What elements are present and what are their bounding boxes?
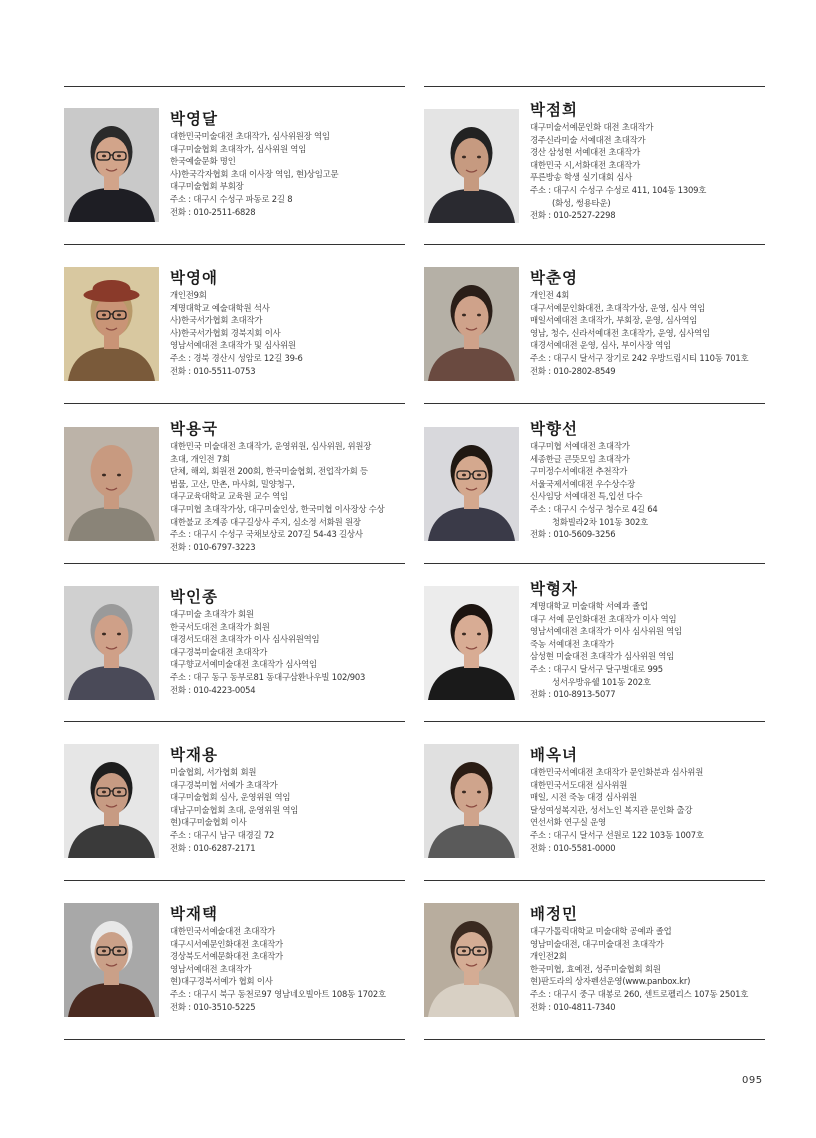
- artist-photo: [424, 586, 519, 700]
- detail-line: 범물, 고산, 만촌, 마사회, 밀양청구,: [170, 478, 295, 489]
- detail-line: 삼성현 미술대전 초대작가 심사위원 역임: [530, 651, 674, 662]
- detail-line: 성서우방유쉘 101동 202호: [552, 676, 651, 687]
- detail-line: 청화빌라2차 101동 302호: [552, 516, 649, 527]
- portrait-illustration: [64, 267, 159, 381]
- detail-line: 주소 : 대구시 달서구 장기로 242 우방드림시티 110동 701호: [530, 352, 749, 363]
- detail-line: 경산 삼성현 서예대전 초대작가: [530, 147, 640, 158]
- artist-details: [530, 766, 780, 854]
- detail-line: 현)대구경북서예가 협회 이사: [170, 976, 273, 987]
- detail-line: 개인전9회: [170, 290, 207, 300]
- portrait-illustration: [424, 267, 519, 381]
- detail-line: 죽농 서예대전 초대작가: [530, 638, 614, 649]
- detail-line: 한국서도대전 초대작가 회원: [170, 621, 270, 632]
- artist-name: 박재택: [170, 905, 218, 923]
- detail-line: 대구향교서예미술대전 초대작가 심사역임: [170, 659, 317, 670]
- artist-photo: [64, 744, 159, 858]
- artist-info: [170, 109, 420, 218]
- detail-line: 대한민국서도대전 심사위원: [530, 779, 628, 790]
- divider: [64, 563, 405, 564]
- divider: [424, 563, 765, 564]
- artist-details: [170, 440, 420, 553]
- divider: [424, 880, 765, 881]
- detail-line: 주소 : 대구시 남구 대경길 72: [170, 829, 275, 840]
- detail-line: 사)한국각자협회 초대 이사장 역임, 현)상임고문: [170, 168, 339, 179]
- detail-line: 영남서예대전 초대작가: [170, 963, 252, 974]
- detail-line: 대한민국서예술대전 초대작가: [170, 926, 276, 936]
- detail-line: 전화 : 010-3510-5225: [170, 1001, 256, 1012]
- portrait-illustration: [424, 586, 519, 700]
- artist-details: [530, 925, 780, 1013]
- artist-photo: [424, 109, 519, 223]
- detail-line: 영남서예대전 초대작가 및 심사위원: [170, 340, 296, 351]
- artist-info: [530, 419, 780, 541]
- artist-details: [530, 289, 780, 377]
- artist-name: 박영애: [170, 269, 218, 287]
- detail-line: 주소 : 대구시 북구 동천로97 영남네오빌아트 108동 1702호: [170, 988, 386, 999]
- divider: [64, 86, 405, 87]
- detail-line: 대구미술 초대작가 회원: [170, 609, 254, 619]
- portrait-illustration: [64, 903, 159, 1017]
- divider: [64, 1039, 405, 1040]
- artist-photo: [64, 586, 159, 700]
- detail-line: 푸른방송 학생 실기대회 심사: [530, 172, 633, 183]
- detail-line: 미술협회, 서가협회 회원: [170, 767, 257, 777]
- portrait-illustration: [424, 744, 519, 858]
- divider: [424, 1039, 765, 1040]
- detail-line: 사)한국서가협회 경북지회 이사: [170, 327, 281, 338]
- divider: [64, 721, 405, 722]
- detail-line: 대남구미술협회 초대, 운영위원 역임: [170, 804, 299, 815]
- divider: [424, 721, 765, 722]
- artist-name: 박춘영: [530, 269, 578, 287]
- detail-line: 달성여성복지관, 성서노인 복지관 문인화 출강: [530, 804, 693, 815]
- artist-photo: [424, 744, 519, 858]
- portrait-illustration: [64, 427, 159, 541]
- artist-info: [530, 268, 780, 377]
- artist-photo: [64, 108, 159, 222]
- artist-photo: [424, 903, 519, 1017]
- detail-line: 사)한국서가협회 초대작가: [170, 315, 263, 326]
- artist-info: [530, 100, 780, 222]
- artist-info: [170, 587, 420, 696]
- portrait-illustration: [64, 108, 159, 222]
- detail-line: 영남미술대전, 대구미술대전 초대작가: [530, 938, 664, 949]
- portrait-illustration: [424, 427, 519, 541]
- detail-line: 연선서화 연구실 운영: [530, 817, 606, 828]
- detail-line: 주소 : 대구시 달서구 선원로 122 103동 1007호: [530, 829, 704, 840]
- detail-line: 대구미술서예문인화 대전 초대작가: [530, 122, 654, 132]
- artist-name: 박형자: [530, 580, 578, 598]
- detail-line: 현)판도라의 상자펜션운영(www.panbox.kr): [530, 976, 691, 987]
- detail-line: 현)대구미술협회 이사: [170, 817, 247, 828]
- detail-line: 개인전2회: [530, 951, 567, 962]
- artist-name: 박용국: [170, 420, 218, 438]
- detail-line: 전화 : 010-4223-0054: [170, 684, 256, 695]
- detail-line: 전화 : 010-6797-3223: [170, 541, 256, 552]
- detail-line: 전화 : 010-5609-3256: [530, 529, 616, 540]
- detail-line: 서울국제서예대전 우수상수장: [530, 478, 636, 489]
- artist-photo: [64, 427, 159, 541]
- detail-line: 전화 : 010-8913-5077: [530, 689, 616, 700]
- detail-line: 주소 : 대구시 중구 대봉로 260, 센트로펠리스 107동 2501호: [530, 988, 749, 999]
- artist-details: [170, 925, 420, 1013]
- artist-name: 배정민: [530, 905, 578, 923]
- detail-line: 개인전 4회: [530, 290, 570, 300]
- artist-details: [530, 440, 780, 541]
- detail-line: 계명대학교 예술대학원 석사: [170, 302, 270, 313]
- detail-line: 대구서예문인화대전, 초대작가상, 운영, 심사 역임: [530, 302, 706, 313]
- artist-name: 박점희: [530, 101, 578, 119]
- artist-name: 박인종: [170, 588, 218, 606]
- detail-line: 대구미술협회 부회장: [170, 181, 244, 192]
- divider: [64, 403, 405, 404]
- detail-line: 주소 : 대구시 수성구 파동로 2길 8: [170, 193, 293, 204]
- detail-line: 대구미협 서예대전 초대작가: [530, 441, 630, 451]
- detail-line: 대경서예대전 운영, 심사, 부이사장 역임: [530, 340, 672, 351]
- detail-line: 대구 서예 문인화대전 초대작가 이사 역임: [530, 613, 677, 624]
- artist-details: [530, 121, 780, 222]
- divider: [64, 880, 405, 881]
- detail-line: 대경서도대전 초대작가 이사 심사위원역임: [170, 634, 320, 645]
- artist-details: [170, 608, 420, 696]
- artist-info: [530, 904, 780, 1013]
- detail-line: 전화 : 010-4811-7340: [530, 1001, 616, 1012]
- artist-info: [530, 579, 780, 701]
- artist-details: [170, 130, 420, 218]
- portrait-illustration: [64, 586, 159, 700]
- detail-line: 단체, 해외, 회원전 200회, 한국미술협회, 전업작가회 등: [170, 466, 368, 477]
- detail-line: 대구교육대학교 교육원 교수 역임: [170, 491, 288, 502]
- detail-line: 전화 : 010-2511-6828: [170, 206, 256, 217]
- detail-line: 주소 : 대구시 수성구 수성로 411, 104동 1309호: [530, 184, 707, 195]
- detail-line: 대한불교 조계종 대구길상사 주지, 심소정 서화원 원장: [170, 516, 361, 527]
- artist-info: [170, 268, 420, 377]
- detail-line: 전화 : 010-2527-2298: [530, 210, 616, 221]
- detail-line: 전화 : 010-6287-2171: [170, 842, 256, 853]
- detail-line: 전화 : 010-5511-0753: [170, 365, 256, 376]
- divider: [424, 86, 765, 87]
- artist-info: [170, 904, 420, 1013]
- detail-line: 계명대학교 미술대학 서예과 졸업: [530, 601, 648, 611]
- detail-line: 대구경북미협 서예가 초대작가: [170, 779, 278, 790]
- detail-line: 한국예술문화 명인: [170, 156, 236, 167]
- detail-line: 주소 : 경북 경산시 성암로 12길 39-6: [170, 352, 303, 363]
- detail-line: 대한민국미술대전 초대작가, 심사위원장 역임: [170, 131, 330, 141]
- artist-name: 박영달: [170, 110, 218, 128]
- detail-line: 대구미술협회 심사, 운영위원 역임: [170, 792, 291, 803]
- artist-details: [530, 600, 780, 701]
- artist-details: [170, 289, 420, 377]
- artist-photo: [424, 427, 519, 541]
- artist-info: [170, 745, 420, 854]
- detail-line: 한국미협, 효예전, 성주미술협회 회원: [530, 963, 661, 974]
- divider: [64, 244, 405, 245]
- detail-line: 구미정수서예대전 추천작가: [530, 466, 628, 477]
- detail-line: 대구미술협회 초대작가, 심사위원 역임: [170, 143, 307, 154]
- detail-line: 경상북도서예문화대전 초대작가: [170, 951, 283, 962]
- artist-info: [170, 419, 420, 553]
- detail-line: 주소 : 대구 동구 동부로81 동대구삼환나우빌 102/903: [170, 671, 366, 682]
- detail-line: 대한민국 시,서화대전 초대작가: [530, 159, 640, 170]
- detail-line: 대구경북미술대전 초대작가: [170, 646, 268, 657]
- detail-line: 전화 : 010-2802-8549: [530, 365, 616, 376]
- detail-line: 대한민국서예대전 초대작가 문인화분과 심사위원: [530, 767, 704, 777]
- artist-photo: [64, 903, 159, 1017]
- detail-line: 영남서예대전 초대작가 이사 심사위원 역임: [530, 626, 682, 637]
- detail-line: 주소 : 대구시 수성구 국채보상로 207길 54-43 길상사: [170, 529, 363, 540]
- detail-line: 주소 : 대구시 수성구 청수로 4길 64: [530, 503, 658, 514]
- artist-name: 배옥녀: [530, 746, 578, 764]
- detail-line: 대구미협 초대작가상, 대구미술인상, 한국미협 이사장상 수상: [170, 503, 385, 514]
- artist-name: 박향선: [530, 420, 578, 438]
- detail-line: 전화 : 010-5581-0000: [530, 842, 616, 853]
- artist-details: [170, 766, 420, 854]
- detail-line: 매일서예대전 초대작가, 부회장, 운영, 심사역임: [530, 315, 698, 326]
- portrait-illustration: [424, 109, 519, 223]
- portrait-illustration: [64, 744, 159, 858]
- detail-line: (화성, 썽용타운): [552, 197, 611, 208]
- detail-line: 대구시서예문인화대전 초대작가: [170, 938, 283, 949]
- portrait-illustration: [424, 903, 519, 1017]
- divider: [424, 403, 765, 404]
- detail-line: 영남, 청수, 신라서예대전 초대작가, 운영, 심사역임: [530, 327, 710, 338]
- artist-photo: [424, 267, 519, 381]
- page-number: 095: [742, 1075, 763, 1086]
- artist-photo: [64, 267, 159, 381]
- detail-line: 경주신라미술 서예대전 초대작가: [530, 134, 646, 145]
- detail-line: 매일, 시전 죽농 대경 심사위원: [530, 792, 637, 803]
- detail-line: 세종한글 큰뜻모임 초대작가: [530, 453, 630, 464]
- detail-line: 신사임당 서예대전 특,입선 다수: [530, 491, 643, 502]
- detail-line: 대구가톨릭대학교 미술대학 공예과 졸업: [530, 926, 672, 936]
- divider: [424, 244, 765, 245]
- detail-line: 대한민국 미술대전 초대작가, 운영위원, 심사위원, 위원장: [170, 441, 372, 451]
- detail-line: 초대, 개인전 7회: [170, 453, 230, 464]
- artist-name: 박재용: [170, 746, 218, 764]
- detail-line: 주소 : 대구시 달서구 달구벌대로 995: [530, 663, 663, 674]
- artist-info: [530, 745, 780, 854]
